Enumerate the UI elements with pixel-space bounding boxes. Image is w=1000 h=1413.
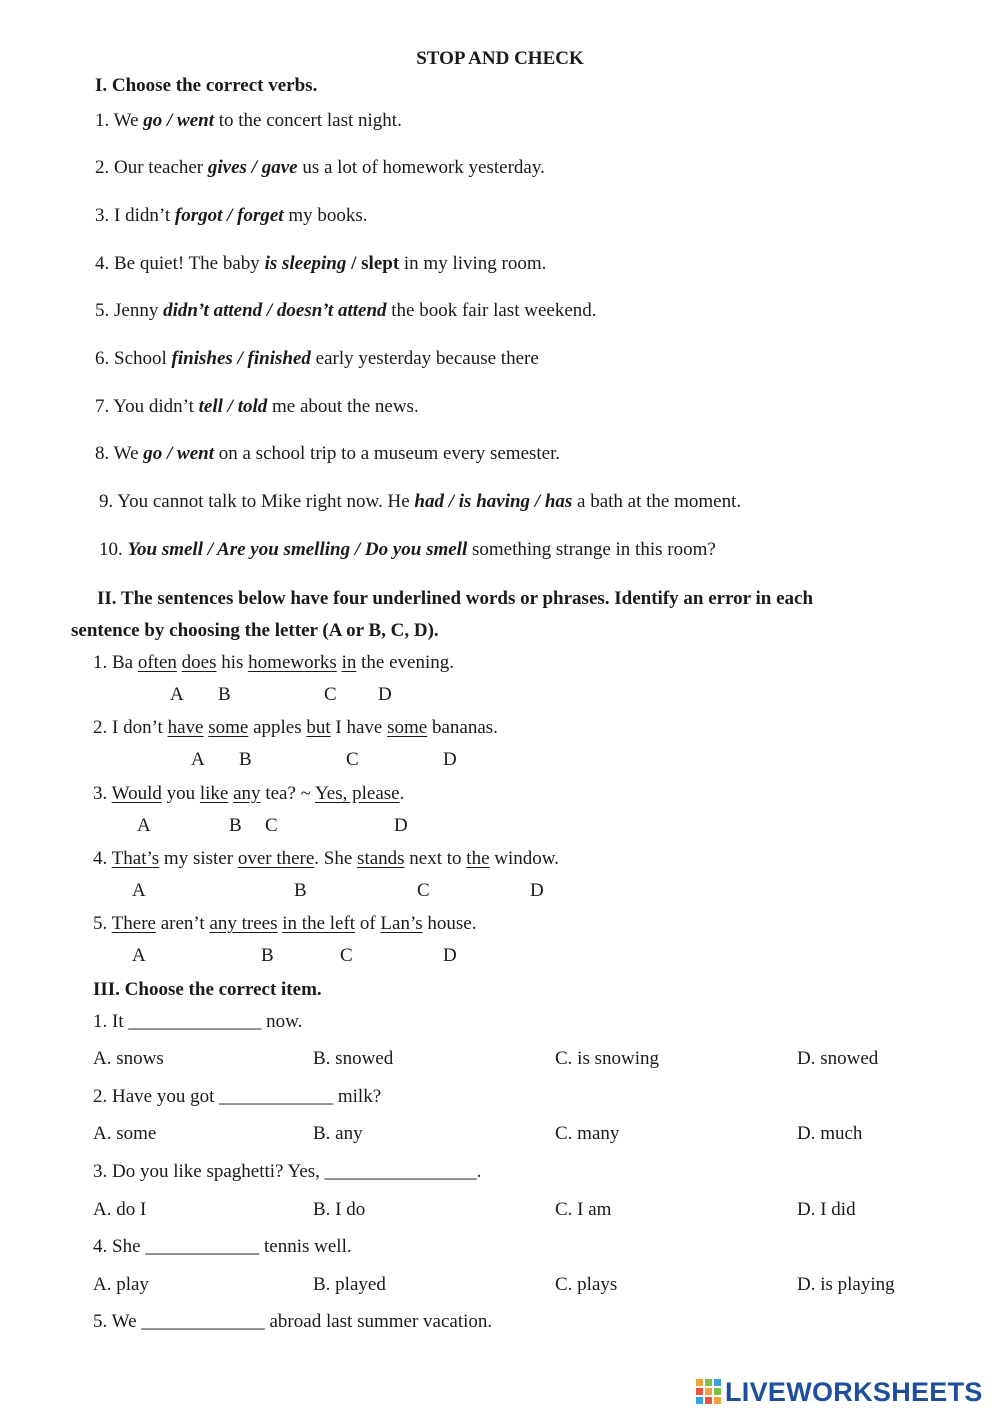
underlined-option-b: some (208, 717, 249, 738)
underlined-option-c: in the left (282, 913, 356, 934)
underlined-option-d: Lan’s (380, 913, 423, 934)
option-d: D. much (797, 1123, 863, 1144)
letter-a: A (137, 815, 151, 836)
underlined-option-b: like (199, 783, 229, 804)
letter-d: D (530, 880, 544, 901)
section-3-question: 2. Have you got ____________ milk? (93, 1086, 382, 1107)
letter-c: C (265, 815, 278, 836)
option-b: B. snowed (313, 1048, 394, 1069)
option-d: D. snowed (797, 1048, 879, 1069)
section-3-question: 4. She ____________ tennis well. (93, 1236, 352, 1257)
section-1-item: 2. Our teacher gives / gave us a lot of homework yesterday. (95, 157, 545, 178)
letter-a: A (132, 880, 146, 901)
underlined-option-c: any (233, 783, 261, 804)
letter-d: D (394, 815, 408, 836)
option-d: D. is playing (797, 1274, 895, 1295)
underlined-option-a: Would (111, 783, 162, 804)
underlined-option-c: stands (357, 848, 405, 869)
letter-b: B (261, 945, 274, 966)
option-c: C. I am (555, 1199, 612, 1220)
option-c: C. many (555, 1123, 620, 1144)
section-1-item: 1. We go / went to the concert last night. (95, 110, 402, 131)
liveworksheets-logo-icon (696, 1379, 722, 1405)
section-3-question: 1. It ______________ now. (93, 1011, 303, 1032)
letter-d: D (378, 684, 392, 705)
letter-c: C (417, 880, 430, 901)
section-2-sentence: 4. That’s my sister over there. She stands next to the window. (93, 848, 560, 869)
section-2-sentence: 2. I don’t have some apples but I have some bananas. (93, 717, 498, 738)
letter-a: A (132, 945, 146, 966)
underlined-option-d: in (341, 652, 357, 673)
option-c: C. is snowing (555, 1048, 659, 1069)
section-2-sentence: 3. Would you like any tea? ~ Yes, please. (93, 783, 405, 804)
section-3-heading: III. Choose the correct item. (93, 979, 322, 1000)
letter-a: A (170, 684, 184, 705)
section-1-item: 3. I didn’t forgot / forget my books. (95, 205, 368, 226)
section-1-heading: I. Choose the correct verbs. (95, 75, 318, 96)
option-a: A. do I (93, 1199, 147, 1220)
letter-b: B (239, 749, 252, 770)
section-2-heading: II. The sentences below have four underlined words or phrases. Identify an error in each (97, 588, 814, 609)
liveworksheets-logo[interactable] (696, 1375, 983, 1409)
letter-c: C (346, 749, 359, 770)
option-b: B. I do (313, 1199, 366, 1220)
option-a: A. play (93, 1274, 149, 1295)
letter-d: D (443, 945, 457, 966)
underlined-option-b: any trees (209, 913, 278, 934)
letter-b: B (218, 684, 231, 705)
option-b: B. played (313, 1274, 386, 1295)
underlined-option-d: some (387, 717, 428, 738)
underlined-option-c: homeworks (248, 652, 337, 673)
section-1-item: 4. Be quiet! The baby is sleeping / slept in my living room. (95, 253, 547, 274)
option-d: D. I did (797, 1199, 856, 1220)
option-a: A. snows (93, 1048, 164, 1069)
letter-d: D (443, 749, 457, 770)
underlined-option-c: but (306, 717, 331, 738)
underlined-option-a: have (167, 717, 204, 738)
underlined-option-a: often (137, 652, 177, 673)
underlined-option-a: There (111, 913, 156, 934)
option-b: B. any (313, 1123, 363, 1144)
underlined-option-d: Yes, please (314, 783, 400, 804)
section-1-item: 7. You didn’t tell / told me about the news. (95, 396, 419, 417)
letter-c: C (340, 945, 353, 966)
section-1-item: 6. School finishes / finished early yesterday because there (95, 348, 539, 369)
logo-text: LIVEWORKSHEETS (725, 1376, 983, 1407)
section-1-item: 9. You cannot talk to Mike right now. He had / is having / has a bath at the moment. (99, 491, 742, 512)
option-c: C. plays (555, 1274, 618, 1295)
page-title: STOP AND CHECK (416, 48, 584, 69)
option-a: A. some (93, 1123, 157, 1144)
letter-c: C (324, 684, 337, 705)
section-1-item: 5. Jenny didn’t attend / doesn’t attend the book fair last weekend. (95, 300, 597, 321)
section-2-sentence: 1. Ba often does his homeworks in the evening. (93, 652, 454, 673)
underlined-option-a: That’s (111, 848, 160, 869)
letter-b: B (229, 815, 242, 836)
letter-a: A (191, 749, 205, 770)
underlined-option-b: does (181, 652, 217, 673)
section-1-item: 10. You smell / Are you smelling / Do you smell something strange in this room? (99, 539, 716, 560)
letter-b: B (294, 880, 307, 901)
section-3-question: 5. We _____________ abroad last summer vacation. (93, 1311, 493, 1332)
section-3-question: 3. Do you like spaghetti? Yes, ________________. (93, 1161, 482, 1182)
section-2-sentence: 5. There aren’t any trees in the left of Lan’s house. (93, 913, 477, 934)
section-2-heading-cont: sentence by choosing the letter (A or B, C, D). (71, 620, 439, 641)
underlined-option-b: over there (237, 848, 315, 869)
section-1-item: 8. We go / went on a school trip to a museum every semester. (95, 443, 561, 464)
underlined-option-d: the (466, 848, 490, 869)
